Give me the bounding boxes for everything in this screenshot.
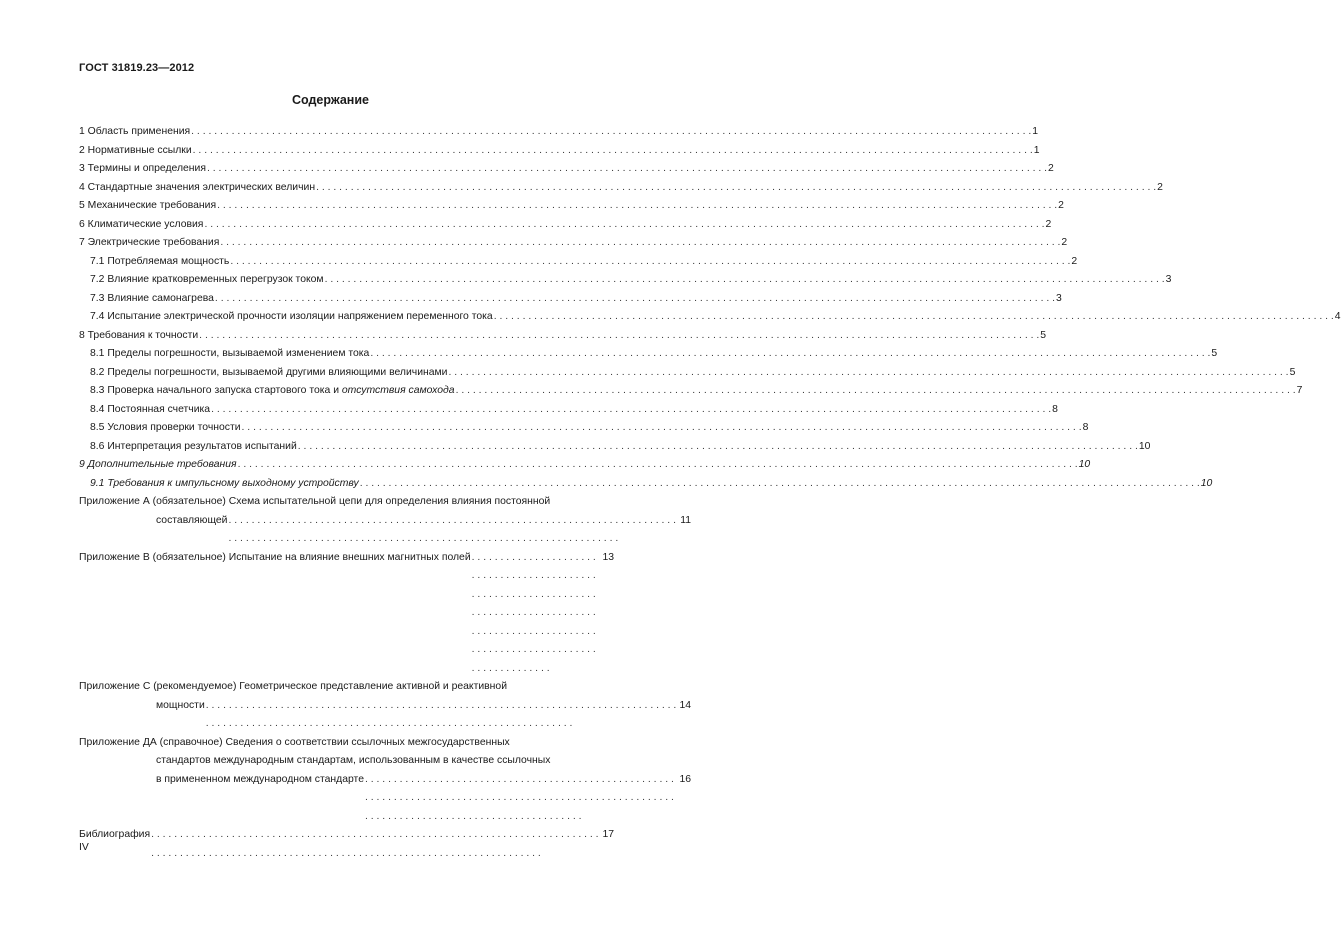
- dot-leader: [207, 160, 1047, 179]
- toc-entry-page: 2: [1157, 181, 1163, 193]
- toc-entry-title: Требования к импульсному выходному устройству: [107, 477, 359, 489]
- document-header: ГОСТ 31819.23—2012: [79, 62, 195, 74]
- dot-leader: [242, 419, 1082, 438]
- toc-entry-bibliography[interactable]: [79, 826, 614, 863]
- page-number: IV: [79, 842, 89, 853]
- toc-entry[interactable]: [79, 197, 1064, 216]
- toc-entry[interactable]: [79, 456, 1091, 475]
- toc-entry-title: Пределы погрешности, вызываемой другими влияющими величинами: [107, 366, 448, 378]
- toc-entry-title: Условия проверки точности: [107, 422, 241, 433]
- toc-entry-page: 5: [1289, 366, 1296, 378]
- toc-entry[interactable]: [79, 401, 1058, 420]
- toc-entry-number: 8.1: [90, 348, 105, 359]
- toc-entry[interactable]: [79, 364, 1296, 383]
- dot-leader: [360, 475, 1200, 494]
- dot-leader: [206, 697, 679, 734]
- toc-entry-title: Электрические требования: [87, 237, 220, 248]
- toc-entry-number: 7.1: [90, 255, 105, 267]
- dot-leader: [472, 549, 602, 679]
- toc-entry-page: 11: [680, 514, 691, 526]
- toc-entry-title: Потребляемая мощность: [107, 255, 230, 267]
- dot-leader: [316, 179, 1156, 198]
- toc-entry-page: 14: [679, 699, 691, 711]
- toc-entry-page: 4: [1334, 311, 1341, 322]
- toc-entry[interactable]: [79, 419, 1089, 438]
- dot-leader: [229, 512, 680, 549]
- toc-entry-title: Приложение В (обязательное) Испытание на влияние внешних магнитных полей: [79, 551, 471, 563]
- toc-entry-page: 5: [1211, 348, 1218, 359]
- table-of-contents: [79, 123, 1341, 863]
- toc-entry-appendix[interactable]: [79, 493, 691, 549]
- toc-entry[interactable]: [79, 290, 1062, 309]
- toc-entry[interactable]: [79, 345, 1218, 364]
- toc-entry-title: Приложение ДА (справочное) Сведения о соответствии ссылочных межгосударственных: [79, 736, 510, 748]
- dot-leader: [230, 253, 1070, 272]
- toc-entry-title: Влияние самонагрева: [107, 292, 214, 304]
- toc-entry-number: 9: [79, 459, 85, 470]
- toc-entry-page: 13: [602, 551, 614, 563]
- toc-entry-page: 10: [1078, 459, 1091, 470]
- toc-entry-title: мощности: [156, 699, 205, 711]
- dot-leader: [456, 382, 1296, 401]
- dot-leader: [494, 308, 1334, 327]
- toc-entry-title: Библиография: [79, 829, 151, 840]
- toc-entry-number: 9.1: [90, 477, 105, 489]
- toc-entry-number: 3: [79, 163, 85, 174]
- dot-leader: [204, 216, 1044, 235]
- dot-leader: [298, 438, 1138, 457]
- toc-entry-number: 2: [79, 144, 85, 156]
- dot-leader: [238, 456, 1078, 475]
- dot-leader: [220, 234, 1060, 253]
- toc-entry-title: Дополнительные требования: [87, 459, 237, 470]
- toc-entry-page: 8: [1082, 422, 1089, 433]
- toc-entry[interactable]: [79, 271, 1172, 290]
- toc-entry-title-italic: отсутствия самохода: [341, 385, 455, 396]
- toc-entry-title: Приложение А (обязательное) Схема испытательной цепи для определения влияния постоянной: [79, 496, 551, 507]
- toc-entry[interactable]: [79, 216, 1052, 235]
- page-title: Содержание: [291, 93, 369, 107]
- toc-entry-number: 5: [79, 200, 85, 211]
- dot-leader: [151, 826, 601, 863]
- toc-entry-title: Климатические условия: [87, 218, 204, 230]
- toc-entry-title: Постоянная счетчика: [107, 403, 211, 415]
- toc-entry-page: 2: [1048, 163, 1054, 174]
- toc-entry[interactable]: [79, 475, 1213, 494]
- dot-leader: [448, 364, 1288, 383]
- toc-entry[interactable]: [79, 142, 1040, 161]
- toc-entry[interactable]: [79, 308, 1341, 327]
- toc-entry-page: 7: [1296, 385, 1303, 396]
- toc-entry[interactable]: [79, 327, 1047, 346]
- toc-entry-title: составляющей: [156, 514, 228, 526]
- toc-entry-page: 10: [1200, 477, 1213, 489]
- toc-entry-number: 7.4: [90, 311, 105, 322]
- toc-entry-title: Приложение С (рекомендуемое) Геометрическое представление активной и реактивной: [79, 681, 508, 692]
- dot-leader: [325, 271, 1165, 290]
- toc-entry-page: 17: [602, 829, 614, 840]
- toc-entry-appendix[interactable]: [79, 549, 614, 679]
- toc-entry-title: Область применения: [87, 126, 191, 137]
- toc-entry-number: 7: [79, 237, 85, 248]
- toc-entry[interactable]: [79, 438, 1151, 457]
- toc-entry-title: Нормативные ссылки: [87, 144, 192, 156]
- toc-entry-title: Механические требования: [87, 200, 217, 211]
- toc-entry-appendix[interactable]: [79, 734, 691, 827]
- toc-entry-number: 1: [79, 126, 85, 137]
- toc-entry[interactable]: [79, 123, 1039, 142]
- toc-entry-title: Проверка начального запуска стартового тока и: [107, 385, 342, 396]
- toc-entry-page: 1: [1033, 144, 1040, 156]
- toc-entry-number: 8.4: [90, 403, 105, 415]
- toc-entry-number: 8.5: [90, 422, 105, 433]
- dot-leader: [193, 142, 1033, 161]
- toc-entry-title: Термины и определения: [87, 163, 206, 174]
- toc-entry[interactable]: [79, 179, 1163, 198]
- toc-entry-page: 5: [1040, 329, 1047, 341]
- dot-leader: [199, 327, 1039, 346]
- toc-entry-page: 2: [1061, 237, 1068, 248]
- toc-entry-title: Пределы погрешности, вызываемой изменением тока: [107, 348, 370, 359]
- toc-entry-page: 2: [1045, 218, 1052, 230]
- toc-entry-title: Влияние кратковременных перегрузок током: [107, 274, 324, 285]
- toc-entry-appendix[interactable]: [79, 678, 691, 734]
- toc-entry[interactable]: [79, 160, 1054, 179]
- toc-entry[interactable]: [79, 253, 1078, 272]
- toc-entry-title: Стандартные значения электрических величин: [87, 181, 316, 193]
- toc-entry-number: 8: [79, 329, 85, 341]
- toc-entry-title: Испытание электрической прочности изоляции напряжением переменного тока: [107, 311, 493, 322]
- dot-leader: [191, 123, 1031, 142]
- dot-leader: [217, 197, 1057, 216]
- dot-leader: [215, 290, 1055, 309]
- toc-entry-page: 3: [1165, 274, 1172, 285]
- toc-entry-number: 8.2: [90, 366, 105, 378]
- dot-leader: [211, 401, 1051, 420]
- dot-leader: [365, 771, 678, 827]
- toc-entry-page: 3: [1056, 292, 1062, 304]
- toc-entry-title: Интерпретация результатов испытаний: [107, 440, 297, 452]
- toc-entry-page: 2: [1058, 200, 1064, 211]
- dot-leader: [370, 345, 1210, 364]
- toc-entry-number: 8.3: [90, 385, 105, 396]
- toc-entry-number: 4: [79, 181, 85, 193]
- toc-entry-number: 8.6: [90, 440, 105, 452]
- toc-entry-title: Требования к точности: [87, 329, 199, 341]
- toc-entry[interactable]: [79, 382, 1303, 401]
- toc-entry-title: стандартов международным стандартам, использованным в качестве ссылочных: [156, 755, 551, 766]
- toc-entry-page: 1: [1032, 126, 1039, 137]
- toc-entry-number: 6: [79, 218, 85, 230]
- toc-entry-number: 7.3: [90, 292, 105, 304]
- toc-entry-page: 16: [679, 773, 691, 785]
- toc-entry-page: 8: [1052, 403, 1058, 415]
- toc-entry-page: 2: [1071, 255, 1078, 267]
- toc-entry-title: в примененном международном стандарте: [156, 773, 364, 785]
- toc-entry-number: 7.2: [90, 274, 105, 285]
- toc-entry[interactable]: [79, 234, 1068, 253]
- toc-entry-page: 10: [1138, 440, 1151, 452]
